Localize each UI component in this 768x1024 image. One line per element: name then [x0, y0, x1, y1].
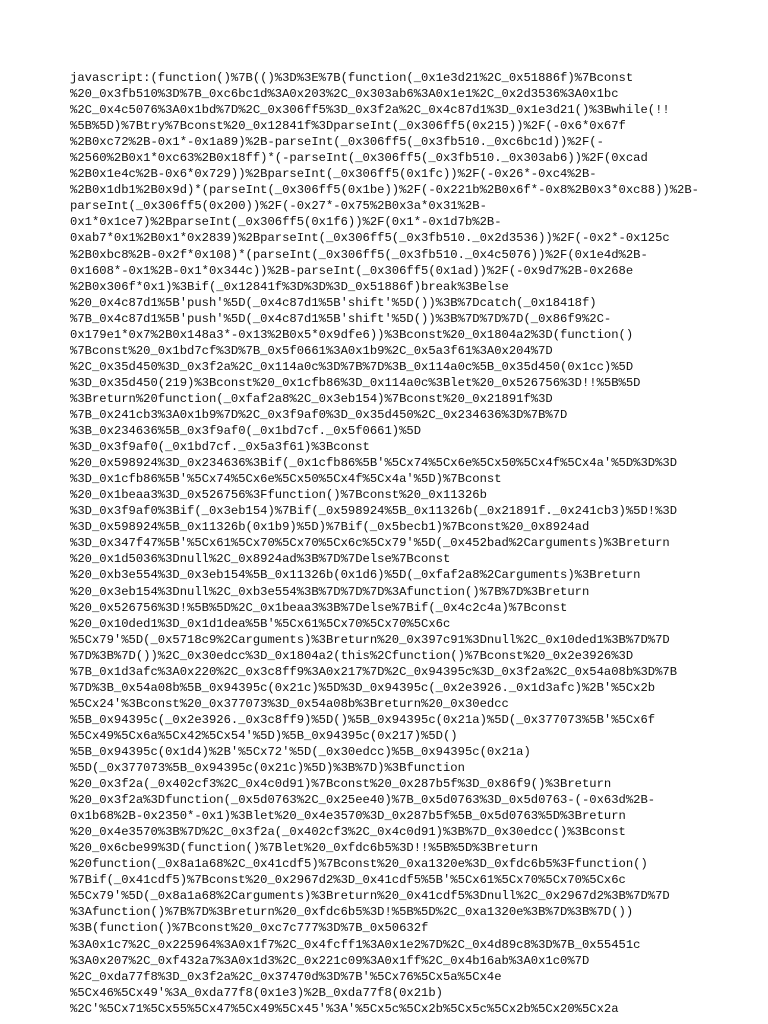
code-line: %5Cx46%5Cx49'%3A_0xda77f8(0x1e3)%2B_0xda77f8(0x21b) — [70, 985, 443, 1000]
code-line: %20_0x6cbe99%3D(function()%7Blet%20_0xfdc6b5%3D!!%5B%5D%3Breturn — [70, 841, 539, 856]
code-line: %7B_0x1d3afc%3A0x220%2C_0x3c8ff9%3A0x217%7D%2C_0x94395c%3D_0x3f2a%2C_0x54a08b%3D%7B — [70, 664, 678, 679]
code-line: %5B%5D)%7Btry%7Bconst%20_0x12841f%3DparseInt(_0x306ff5(0x215))%2F(-0x6*0x67f — [70, 119, 626, 134]
code-line: %3D_0x598924%5B_0x11326b(0x1b9)%5D)%7Bif(_0x5becb1)%7Bconst%20_0x8924ad — [70, 520, 590, 535]
code-line: %20_0x1d5036%3Dnull%2C_0x8924ad%3B%7D%7Delse%7Bconst — [70, 552, 451, 567]
code-line: %3A0x1c7%2C_0x225964%3A0x1f7%2C_0x4fcff1%3A0x1e2%7D%2C_0x4d89c8%3D%7B_0x55451c — [70, 937, 641, 952]
code-line: 0x1608*-0x1%2B-0x1*0x344c))%2B-parseInt(_0x306ff5(0x1ad))%2F(-0x9d7%2B-0x268e — [70, 263, 634, 278]
code-line: %2C_0x35d450%3D_0x3f2a%2C_0x114a0c%3D%7B%7D%3B_0x114a0c%5B_0x35d450(0x1cc)%5D — [70, 359, 634, 374]
code-line: %7Bconst%20_0x1bd7cf%3D%7B_0x5f0661%3A0x1b9%2C_0x5a3f61%3A0x204%7D — [70, 343, 553, 358]
code-line: %3Breturn%20function(_0xfaf2a8%2C_0x3eb154)%7Bconst%20_0x21891f%3D — [70, 391, 553, 406]
code-line: parseInt(_0x306ff5(0x200))%2F(-0x27*-0x75%2B0x3a*0x31%2B- — [70, 199, 487, 214]
code-line: %20_0x3f2a(_0x402cf3%2C_0x4c0d91)%7Bconst%20_0x287b5f%3D_0x86f9()%3Breturn — [70, 777, 612, 792]
code-text-block — [70, 70, 760, 1017]
code-line: %2C'%5Cx71%5Cx55%5Cx47%5Cx49%5Cx45'%3A'%5Cx5c%5Cx2b%5Cx5c%5Cx2b%5Cx20%5Cx2a — [70, 1001, 619, 1016]
code-line: %20_0x4e3570%3B%7D%2C_0x3f2a(_0x402cf3%2C_0x4c0d91)%3B%7D_0x30edcc()%3Bconst — [70, 825, 626, 840]
code-line: %3D_0x1cfb86%5B'%5Cx74%5Cx6e%5Cx50%5Cx4f%5Cx4a'%5D)%7Bconst — [70, 472, 502, 487]
code-line: 0x1*0x1ce7)%2BparseInt(_0x306ff5(0x1f6))%2F(0x1*-0x1d7b%2B- — [70, 215, 502, 230]
code-line: %3D_0x347f47%5B'%5Cx61%5Cx70%5Cx70%5Cx6c%5Cx79'%5D(_0x452bad%2Carguments)%3Breturn — [70, 536, 670, 551]
code-line: %20_0x526756%3D!%5B%5D%2C_0x1beaa3%3B%7Delse%7Bif(_0x4c2c4a)%7Bconst — [70, 600, 568, 615]
code-line: %2B0xbc8%2B-0x2f*0x108)*(parseInt(_0x306ff5(_0x3fb510._0x4c5076))%2F(0x1e4d%2B- — [70, 247, 648, 262]
code-line: %5Cx79'%5D(_0x8a1a68%2Carguments)%3Breturn%20_0x41cdf5%3Dnull%2C_0x2967d2%3B%7D%7D — [70, 889, 670, 904]
code-line: %3D_0x3f9af0(_0x1bd7cf._0x5a3f61)%3Bconst — [70, 440, 370, 455]
code-line: %20_0x3eb154%3Dnull%2C_0xb3e554%3B%7D%7D%7D%3Afunction()%7B%7D%3Breturn — [70, 584, 590, 599]
code-line: %7B_0x241cb3%3A0x1b9%7D%2C_0x3f9af0%3D_0x35d450%2C_0x234636%3D%7B%7D — [70, 407, 568, 422]
code-line: 0xab7*0x1%2B0x1*0x2839)%2BparseInt(_0x306ff5(_0x3fb510._0x2d3536))%2F(-0x2*-0x125c — [70, 231, 670, 246]
code-line: %3D_0x3f9af0%3Bif(_0x3eb154)%7Bif(_0x598924%5B_0x11326b(_0x21891f._0x241cb3)%5D!%3D — [70, 504, 678, 519]
code-line: %7B_0x4c87d1%5B'push'%5D(_0x4c87d1%5B'shift'%5D())%3B%7D%7D%7D(_0x86f9%2C- — [70, 311, 612, 326]
code-line: %20_0x3f2a%3Dfunction(_0x5d0763%2C_0x25ee40)%7B_0x5d0763%3D_0x5d0763-(-0x63d%2B- — [70, 793, 656, 808]
code-line: %2C_0xda77f8%3D_0x3f2a%2C_0x37470d%3D%7B'%5Cx76%5Cx5a%5Cx4e — [70, 969, 502, 984]
code-line: %20_0x10ded1%3D_0x1d1dea%5B'%5Cx61%5Cx70%5Cx70%5Cx6c — [70, 616, 451, 631]
code-line: %5B_0x94395c(0x1d4)%2B'%5Cx72'%5D(_0x30edcc)%5B_0x94395c(0x21a) — [70, 744, 531, 759]
code-line: %7D%3B%7D())%2C_0x30edcc%3D_0x1804a2(this%2Cfunction()%7Bconst%20_0x2e3926%3D — [70, 648, 634, 663]
code-line: %3Afunction()%7B%7D%3Breturn%20_0xfdc6b5%3D!%5B%5D%2C_0xa1320e%3B%7D%3B%7D()) — [70, 905, 634, 920]
code-line: %5Cx49%5Cx6a%5Cx42%5Cx54'%5D)%5B_0x94395c(0x217)%5D() — [70, 728, 458, 743]
code-line: %20_0xb3e554%3D_0x3eb154%5B_0x11326b(0x1d6)%5D(_0xfaf2a8%2Carguments)%3Breturn — [70, 568, 641, 583]
code-line: %20function(_0x8a1a68%2C_0x41cdf5)%7Bconst%20_0xa1320e%3D_0xfdc6b5%3Ffunction() — [70, 857, 648, 872]
code-line: %7Bif(_0x41cdf5)%7Bconst%20_0x2967d2%3D_0x41cdf5%5B'%5Cx61%5Cx70%5Cx70%5Cx6c — [70, 873, 626, 888]
code-line: javascript:(function()%7B(()%3D%3E%7B(function(_0x1e3d21%2C_0x51886f)%7Bconst — [70, 71, 634, 85]
code-line: %5Cx24'%3Bconst%20_0x377073%3D_0x54a08b%3Breturn%20_0x30edcc — [70, 696, 509, 711]
code-line: %3B(function()%7Bconst%20_0xc7c777%3D%7B_0x50632f — [70, 921, 429, 936]
code-line: %3B_0x234636%5B_0x3f9af0(_0x1bd7cf._0x5f0661)%5D — [70, 424, 422, 439]
code-line: %2B0x1e4c%2B-0x6*0x729))%2BparseInt(_0x306ff5(0x1fc))%2F(-0x26*-0xc4%2B- — [70, 167, 597, 182]
code-line: 0x1b68%2B-0x2350*-0x1)%3Blet%20_0x4e3570%3D_0x287b5f%5B_0x5d0763%5D%3Breturn — [70, 809, 626, 824]
code-line: %5D(_0x377073%5B_0x94395c(0x21c)%5D)%3B%7D)%3Bfunction — [70, 761, 465, 776]
code-line: %20_0x3fb510%3D%7B_0xc6bc1d%3A0x203%2C_0x303ab6%3A0x1e1%2C_0x2d3536%3A0x1bc — [70, 87, 619, 102]
code-line: %20_0x598924%3D_0x234636%3Bif(_0x1cfb86%5B'%5Cx74%5Cx6e%5Cx50%5Cx4f%5Cx4a'%5D%3D%3D — [70, 456, 678, 471]
code-line: %5B_0x94395c(_0x2e3926._0x3c8ff9)%5D()%5B_0x94395c(0x21a)%5D(_0x377073%5B'%5Cx6f — [70, 712, 656, 727]
code-line: %5Cx79'%5D(_0x5718c9%2Carguments)%3Breturn%20_0x397c91%3Dnull%2C_0x10ded1%3B%7D%7D — [70, 632, 670, 647]
code-line: %3A0x207%2C_0xf432a7%3A0x1d3%2C_0x221c09%3A0x1ff%2C_0x4b16ab%3A0x1c0%7D — [70, 953, 590, 968]
code-line: %2B0xc72%2B-0x1*-0x1a89)%2B-parseInt(_0x306ff5(_0x3fb510._0xc6bc1d))%2F(- — [70, 135, 604, 150]
code-line: %2C_0x4c5076%3A0x1bd%7D%2C_0x306ff5%3D_0x3f2a%2C_0x4c87d1%3D_0x1e3d21()%3Bwhile(!! — [70, 103, 670, 118]
code-line: %2560%2B0x1*0xc63%2B0x18ff)*(-parseInt(_0x306ff5(_0x3fb510._0x303ab6))%2F(0xcad — [70, 151, 648, 166]
code-line: %3D_0x35d450(219)%3Bconst%20_0x1cfb86%3D_0x114a0c%3Blet%20_0x526756%3D!!%5B%5D — [70, 375, 641, 390]
code-line: %20_0x1beaa3%3D_0x526756%3Ffunction()%7Bconst%20_0x11326b — [70, 488, 487, 503]
code-line: 0x179e1*0x7%2B0x148a3*-0x13%2B0x5*0x9dfe6))%3Bconst%20_0x1804a2%3D(function() — [70, 327, 634, 342]
code-line: %7D%3B_0x54a08b%5B_0x94395c(0x21c)%5D%3D_0x94395c(_0x2e3926._0x1d3afc)%2B'%5Cx2b — [70, 680, 656, 695]
code-line: %20_0x4c87d1%5B'push'%5D(_0x4c87d1%5B'shift'%5D())%3B%7Dcatch(_0x18418f) — [70, 295, 597, 310]
code-line: %2B0x1db1%2B0x9d)*(parseInt(_0x306ff5(0x1be))%2F(-0x221b%2B0x6f*-0x8%2B0x3*0xc88))%2B- — [70, 183, 699, 198]
code-line: %2B0x306f*0x1)%3Bif(_0x12841f%3D%3D%3D_0x51886f)break%3Belse — [70, 279, 509, 294]
